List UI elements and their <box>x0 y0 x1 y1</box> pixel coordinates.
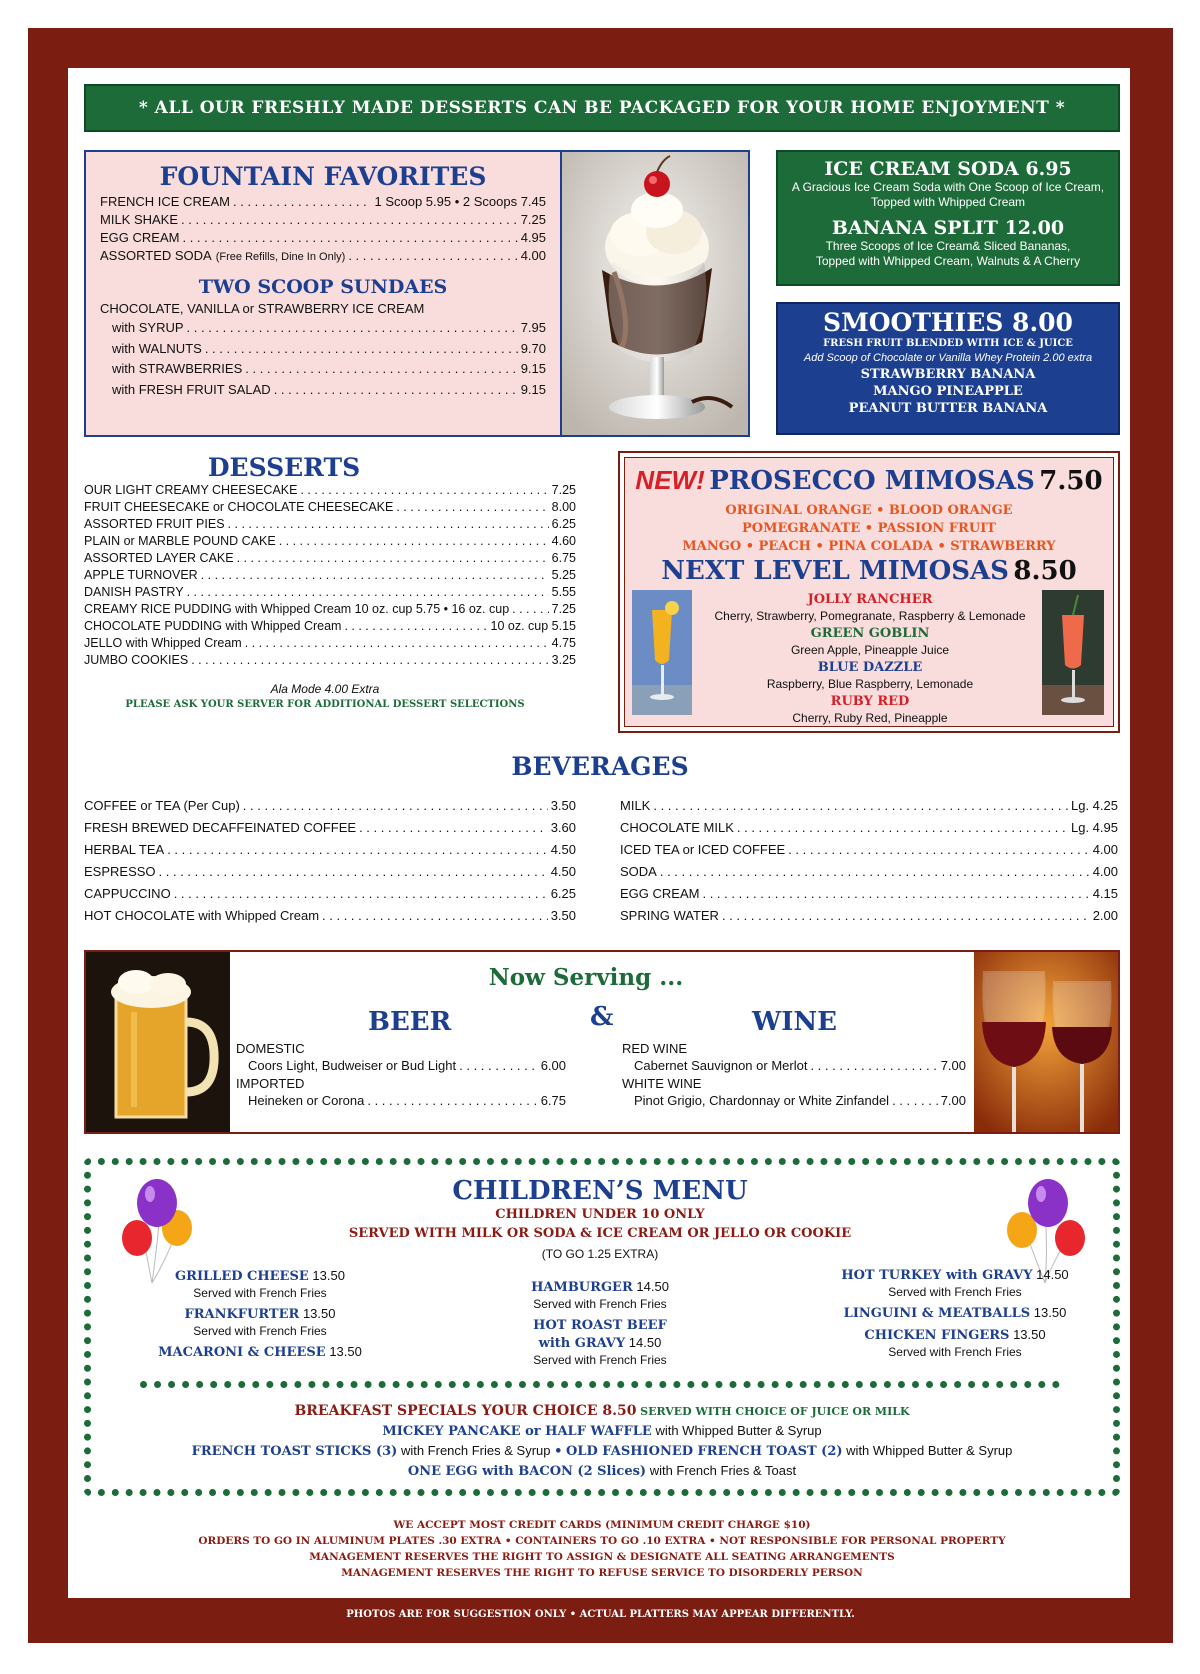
kids-item-fries: Served with French Fries <box>193 1324 327 1338</box>
kids-item-name: FRANKFURTER <box>184 1307 300 1322</box>
white-wine-label: WHITE WINE <box>622 1076 702 1091</box>
next-level-price: 8.50 <box>1013 556 1077 586</box>
fountain-item-row <box>100 193 546 211</box>
fountain-item-row <box>100 211 546 229</box>
beverage-item-row <box>620 883 1118 905</box>
dessert-item-price: 10 oz. cup 5.15 <box>490 619 576 633</box>
smoothie-flavor: MANGO PINEAPPLE <box>873 384 1023 399</box>
kids-item-name-2: with GRAVY <box>538 1336 626 1351</box>
red-wine-label: RED WINE <box>622 1041 687 1056</box>
beverage-item-name: HOT CHOCOLATE with Whipped Cream <box>84 908 320 923</box>
beer-title: BEER <box>368 1007 452 1037</box>
dessert-item-name: DANISH PASTRY <box>84 585 184 599</box>
kids-item <box>140 1267 380 1301</box>
dessert-item-name: FRUIT CHEESECAKE or CHOCOLATE CHEESECAKE <box>84 500 394 514</box>
banana-split-desc-1: Three Scoops of Ice Cream& Sliced Bananas, <box>825 239 1071 253</box>
fountain-item-price: 4.00 <box>520 248 546 263</box>
breakfast-separator: • <box>554 1444 563 1459</box>
wine-photo <box>974 952 1118 1132</box>
kids-divider <box>140 1381 1060 1388</box>
ask-server-note: PLEASE ASK YOUR SERVER FOR ADDITIONAL DESSERT SELECTIONS <box>125 699 525 710</box>
kids-item <box>820 1266 1090 1300</box>
ala-mode-note: Ala Mode 4.00 Extra <box>270 682 380 696</box>
sundae-item-price: 9.70 <box>520 340 546 356</box>
sundae-item-name: with STRAWBERRIES <box>112 361 243 376</box>
beer-domestic-name: Coors Light, Budweiser or Bud Light <box>248 1058 457 1073</box>
dessert-item-price: 6.25 <box>551 517 576 531</box>
beer-domestic-price: 6.00 <box>540 1058 566 1073</box>
dessert-item-row <box>84 601 576 618</box>
kids-item-fries: Served with French Fries <box>888 1285 1022 1299</box>
fountain-item-row <box>100 247 546 266</box>
dessert-item-row <box>84 482 576 499</box>
kids-column-2 <box>480 1278 720 1372</box>
smoothies-title: SMOOTHIES 8.00 <box>823 308 1073 337</box>
fountain-item-name: MILK SHAKE <box>100 212 179 227</box>
beverage-item-name: SODA <box>620 864 657 879</box>
kids-item-price: 13.50 <box>1013 1327 1046 1342</box>
ice-cream-soda-box <box>776 150 1120 286</box>
kids-item <box>480 1278 720 1312</box>
kids-item-name: CHICKEN FINGERS <box>864 1328 1010 1343</box>
beverage-item-row <box>84 883 576 905</box>
beer-photo <box>86 952 230 1132</box>
fountain-item-name: FRENCH ICE CREAM <box>100 194 231 209</box>
kids-item <box>140 1305 380 1339</box>
footer-line-2: ORDERS TO GO IN ALUMINUM PLATES .30 EXTRA • CONTAINERS TO GO .10 EXTRA • NOT RESPONSIBLE FOR PERSONAL PROPERTY <box>198 1535 1006 1547</box>
dessert-item-price: 7.25 <box>551 483 576 497</box>
sundae-item-row <box>112 380 546 401</box>
dessert-item-row <box>84 635 576 652</box>
sundae-item-name: with SYRUP <box>112 320 184 335</box>
childrens-menu-title: CHILDREN’S MENU <box>452 1176 748 1206</box>
dessert-item-name: JUMBO COOKIES <box>84 653 189 667</box>
next-level-name: RUBY RED <box>830 694 910 709</box>
dessert-item-price: 5.55 <box>551 585 576 599</box>
beverage-item-price: 4.50 <box>550 864 576 879</box>
dessert-item-row <box>84 567 576 584</box>
new-badge: NEW! <box>635 465 705 495</box>
mimosa-red-glass <box>1042 590 1104 715</box>
beer-imported-price: 6.75 <box>540 1093 566 1108</box>
dessert-item-row <box>84 499 576 516</box>
childrens-sub-1: CHILDREN UNDER 10 ONLY <box>495 1207 705 1222</box>
beverage-item-name: CHOCOLATE MILK <box>620 820 734 835</box>
white-wine-price: 7.00 <box>940 1093 966 1108</box>
kids-item-name: HOT ROAST BEEF <box>533 1318 667 1333</box>
wine-title: WINE <box>752 1007 837 1037</box>
ampersand: & <box>590 1002 614 1032</box>
sundae-item-price: 7.95 <box>520 320 546 335</box>
prosecco-flavors-1: ORIGINAL ORANGE • BLOOD ORANGE <box>725 503 1013 518</box>
beer-domestic-label: DOMESTIC <box>236 1041 305 1056</box>
kids-item-price: 14.50 <box>636 1279 669 1294</box>
sundae-item-name: with WALNUTS <box>112 340 202 356</box>
beverage-item-price: 3.50 <box>550 908 576 923</box>
fountain-item-name: ASSORTED SODA <box>100 248 212 263</box>
mimosa-orange-glass <box>632 590 692 715</box>
dessert-item-price: 5.25 <box>551 568 576 582</box>
dessert-item-name: PLAIN or MARBLE POUND CAKE <box>84 534 276 548</box>
beverage-item-price: 4.50 <box>550 842 576 857</box>
beverage-item-row <box>620 839 1118 861</box>
kids-item-fries: Served with French Fries <box>533 1297 667 1311</box>
beverage-item-row <box>84 817 576 839</box>
dessert-item-name: ASSORTED FRUIT PIES <box>84 517 225 531</box>
dessert-item-row <box>84 516 576 533</box>
next-level-desc: Green Apple, Pineapple Juice <box>790 643 950 657</box>
white-wine-row <box>622 1092 966 1110</box>
smoothie-flavor: STRAWBERRY BANANA <box>860 367 1036 382</box>
dessert-item-price: 3.25 <box>551 653 576 667</box>
sundae-item-row <box>112 359 546 380</box>
breakfast-item-4: ONE EGG with BACON (2 Slices) <box>407 1464 647 1479</box>
next-level-list <box>700 591 1040 727</box>
beverage-item-name: HERBAL TEA <box>84 842 165 857</box>
kids-item-name: LINGUINI & MEATBALLS <box>843 1306 1031 1321</box>
beer-imported-row <box>236 1092 566 1110</box>
red-wine-row <box>622 1057 966 1075</box>
now-serving-title: Now Serving ... <box>488 964 684 991</box>
kids-item-price: 14.50 <box>628 1335 662 1350</box>
kids-item <box>140 1343 380 1361</box>
sundae-item-row <box>112 339 546 360</box>
fountain-favorites-box <box>84 150 562 437</box>
dessert-item-price: 8.00 <box>551 500 576 514</box>
smoothies-box <box>776 302 1120 435</box>
packaging-banner: * ALL OUR FRESHLY MADE DESSERTS CAN BE PACKAGED FOR YOUR HOME ENJOYMENT * <box>84 84 1120 132</box>
beer-wine-box <box>84 950 1120 1134</box>
dessert-item-name: ASSORTED LAYER CAKE <box>84 551 234 565</box>
beverages-right-list <box>620 795 1118 927</box>
beverage-item-price: 3.60 <box>550 820 576 835</box>
white-wine-name: Pinot Grigio, Chardonnay or White Zinfandel <box>634 1093 890 1108</box>
prosecco-price: 7.50 <box>1039 466 1103 496</box>
prosecco-flavors-3: MANGO • PEACH • PINA COLADA • STRAWBERRY <box>682 539 1056 554</box>
beverage-item-price: 6.25 <box>550 886 576 901</box>
mimosa-photo-right <box>1042 590 1104 715</box>
sundaes-list <box>100 318 546 400</box>
childrens-sub-3: (TO GO 1.25 EXTRA) <box>541 1247 659 1261</box>
beverage-item-name: ESPRESSO <box>84 864 156 879</box>
dessert-item-name: JELLO with Whipped Cream <box>84 636 242 650</box>
kids-item-price: 13.50 <box>329 1344 362 1359</box>
beverage-item-price: 3.50 <box>550 798 576 813</box>
mimosas-box <box>618 451 1120 733</box>
smoothie-flavor: PEANUT BUTTER BANANA <box>848 401 1048 416</box>
fountain-item-price: 1 Scoop 5.95 • 2 Scoops 7.45 <box>374 194 546 209</box>
fountain-item-price: 7.25 <box>520 212 546 227</box>
kids-item-price: 14.50 <box>1036 1267 1069 1282</box>
beverage-item-row <box>620 861 1118 883</box>
beverages-left-list <box>84 795 576 927</box>
kids-item-price: 13.50 <box>312 1268 345 1283</box>
beverage-item-name: ICED TEA or ICED COFFEE <box>620 842 786 857</box>
prosecco-flavors-2: POMEGRANATE • PASSION FRUIT <box>742 521 996 536</box>
banana-split-title: BANANA SPLIT 12.00 <box>831 217 1065 239</box>
ice-cream-soda-desc-1: A Gracious Ice Cream Soda with One Scoop of Ice Cream, <box>791 180 1105 194</box>
prosecco-title: PROSECCO MIMOSAS <box>709 466 1035 496</box>
kids-column-3 <box>820 1266 1090 1364</box>
fountain-item-row <box>100 229 546 247</box>
sundae-item-row <box>112 318 546 339</box>
next-level-title: NEXT LEVEL MIMOSAS <box>661 556 1009 586</box>
beverage-item-price: 4.00 <box>1092 842 1118 857</box>
dessert-item-price: 4.60 <box>551 534 576 548</box>
fountain-item-name: EGG CREAM <box>100 230 180 245</box>
kids-item-fries: Served with French Fries <box>533 1353 667 1367</box>
next-level-desc: Raspberry, Blue Raspberry, Lemonade <box>766 677 974 691</box>
breakfast-item-3: OLD FASHIONED FRENCH TOAST (2) <box>566 1444 843 1459</box>
dessert-item-price: 6.75 <box>551 551 576 565</box>
fountain-list <box>100 193 546 266</box>
kids-item-fries: Served with French Fries <box>888 1345 1022 1359</box>
beverages-title: BEVERAGES <box>511 752 689 781</box>
beverage-item-row <box>620 905 1118 927</box>
mimosa-photo-left <box>632 590 692 715</box>
smoothie-flavors <box>778 366 1118 417</box>
desserts-title: DESSERTS <box>207 453 361 482</box>
breakfast-item-3-desc: with Whipped Butter & Syrup <box>846 1443 1013 1458</box>
beverage-item-row <box>84 839 576 861</box>
beverage-item-name: SPRING WATER <box>620 908 719 923</box>
footer-line-4: MANAGEMENT RESERVES THE RIGHT TO REFUSE SERVICE TO DISORDERLY PERSON <box>341 1567 863 1579</box>
dessert-item-price: 7.25 <box>551 602 576 616</box>
footer-notes <box>84 1517 1120 1581</box>
breakfast-item-2-desc: with French Fries & Syrup <box>400 1443 551 1458</box>
beverage-item-price: Lg. 4.95 <box>1071 820 1118 835</box>
kids-item-price: 13.50 <box>1033 1305 1067 1320</box>
breakfast-note: SERVED WITH CHOICE OF JUICE OR MILK <box>640 1405 910 1418</box>
next-level-desc: Cherry, Ruby Red, Pineapple <box>792 711 948 725</box>
banana-split-desc-2: Topped with Whipped Cream, Walnuts & A Cherry <box>815 254 1081 268</box>
beverage-item-row <box>84 861 576 883</box>
wine-list <box>622 1040 966 1110</box>
beverage-item-row <box>620 817 1118 839</box>
dessert-item-row <box>84 533 576 550</box>
sundae-item-price: 9.15 <box>520 361 546 376</box>
smoothies-subtitle: FRESH FRUIT BLENDED WITH ICE & JUICE <box>823 338 1073 349</box>
beverage-item-row <box>84 905 576 927</box>
beverage-item-row <box>84 795 576 817</box>
beer-mug-illustration <box>86 952 230 1132</box>
next-level-name: GREEN GOBLIN <box>810 626 930 641</box>
kids-item <box>820 1326 1090 1360</box>
kids-item-name: HOT TURKEY with GRAVY <box>841 1268 1033 1283</box>
breakfast-item-2: FRENCH TOAST STICKS (3) <box>191 1444 398 1459</box>
dessert-item-name: CHOCOLATE PUDDING with Whipped Cream <box>84 619 342 633</box>
dessert-list <box>84 482 576 669</box>
beverage-item-price: 4.15 <box>1092 886 1118 901</box>
fountain-item-price: 4.95 <box>520 230 546 245</box>
childrens-sub-2: SERVED WITH MILK OR SODA & ICE CREAM OR JELLO OR COOKIE <box>348 1226 852 1241</box>
beverage-item-price: 4.00 <box>1092 864 1118 879</box>
dessert-item-row <box>84 618 576 635</box>
beverage-item-price: 2.00 <box>1092 908 1118 923</box>
breakfast-item-1: MICKEY PANCAKE or HALF WAFFLE <box>382 1424 652 1439</box>
beverage-item-name: EGG CREAM <box>620 886 700 901</box>
ice-cream-soda-title: ICE CREAM SODA 6.95 <box>824 158 1072 180</box>
kids-item-name: GRILLED CHEESE <box>175 1269 309 1284</box>
breakfast-item-1-desc: with Whipped Butter & Syrup <box>655 1423 822 1438</box>
next-level-desc: Cherry, Strawberry, Pomegranate, Raspberry & Lemonade <box>714 609 1026 623</box>
fountain-title: FOUNTAIN FAVORITES <box>159 162 487 191</box>
next-level-name: BLUE DAZZLE <box>817 660 923 675</box>
footer-line-1: WE ACCEPT MOST CREDIT CARDS (MINIMUM CREDIT CHARGE $10) <box>393 1519 811 1531</box>
kids-item <box>480 1316 720 1368</box>
kids-item-name: HAMBURGER <box>531 1280 633 1295</box>
beer-imported-name: Heineken or Corona <box>248 1093 365 1108</box>
breakfast-section <box>84 1401 1120 1481</box>
beverage-item-name: FRESH BREWED DECAFFEINATED COFFEE <box>84 820 357 835</box>
dessert-item-name: APPLE TURNOVER <box>84 568 198 582</box>
beverage-item-row <box>620 795 1118 817</box>
footer-line-3: MANAGEMENT RESERVES THE RIGHT TO ASSIGN & DESIGNATE ALL SEATING ARRANGEMENTS <box>309 1551 895 1563</box>
breakfast-title: BREAKFAST SPECIALS YOUR CHOICE 8.50 <box>294 1403 637 1419</box>
sundae-photo <box>562 150 750 437</box>
beverage-item-name: CAPPUCCINO <box>84 886 171 901</box>
beer-imported-label: IMPORTED <box>236 1076 305 1091</box>
sundaes-subtitle: CHOCOLATE, VANILLA or STRAWBERRY ICE CREAM <box>100 301 425 316</box>
kids-item-name: MACARONI & CHEESE <box>158 1345 326 1360</box>
dessert-item-row <box>84 550 576 567</box>
breakfast-item-4-desc: with French Fries & Toast <box>649 1463 797 1478</box>
beer-list <box>236 1040 566 1110</box>
sundae-illustration <box>562 152 748 437</box>
dessert-item-price: 4.75 <box>551 636 576 650</box>
dessert-item-row <box>84 584 576 601</box>
beverage-item-name: COFFEE or TEA (Per Cup) <box>84 798 240 813</box>
kids-item <box>820 1304 1090 1322</box>
red-wine-name: Cabernet Sauvignon or Merlot <box>634 1058 808 1073</box>
red-wine-price: 7.00 <box>940 1058 966 1073</box>
kids-item-fries: Served with French Fries <box>193 1286 327 1300</box>
kids-item-price: 13.50 <box>302 1306 336 1321</box>
sundaes-title: TWO SCOOP SUNDAES <box>198 276 448 298</box>
kids-column-1 <box>140 1267 380 1365</box>
photos-disclaimer: PHOTOS ARE FOR SUGGESTION ONLY • ACTUAL PLATTERS MAY APPEAR DIFFERENTLY. <box>346 1609 855 1620</box>
sundae-item-name: with FRESH FRUIT SALAD <box>112 381 271 397</box>
dessert-item-name: OUR LIGHT CREAMY CHEESECAKE <box>84 483 298 497</box>
desserts-section <box>84 453 576 733</box>
dessert-item-row <box>84 652 576 669</box>
beer-domestic-row <box>236 1057 566 1075</box>
wine-glasses-illustration <box>974 952 1118 1132</box>
smoothies-note: Add Scoop of Chocolate or Vanilla Whey Protein 2.00 extra <box>803 352 1093 364</box>
fountain-item-note: (Free Refills, Dine In Only) <box>215 251 346 263</box>
sundae-item-price: 9.15 <box>520 381 546 397</box>
dessert-item-name: CREAMY RICE PUDDING with Whipped Cream 10 oz. cup 5.75 • 16 oz. cup <box>84 602 510 616</box>
beverage-item-name: MILK <box>620 798 651 813</box>
next-level-name: JOLLY RANCHER <box>807 592 933 607</box>
ice-cream-soda-desc-2: Topped with Whipped Cream <box>870 195 1026 209</box>
beverage-item-price: Lg. 4.25 <box>1071 798 1118 813</box>
